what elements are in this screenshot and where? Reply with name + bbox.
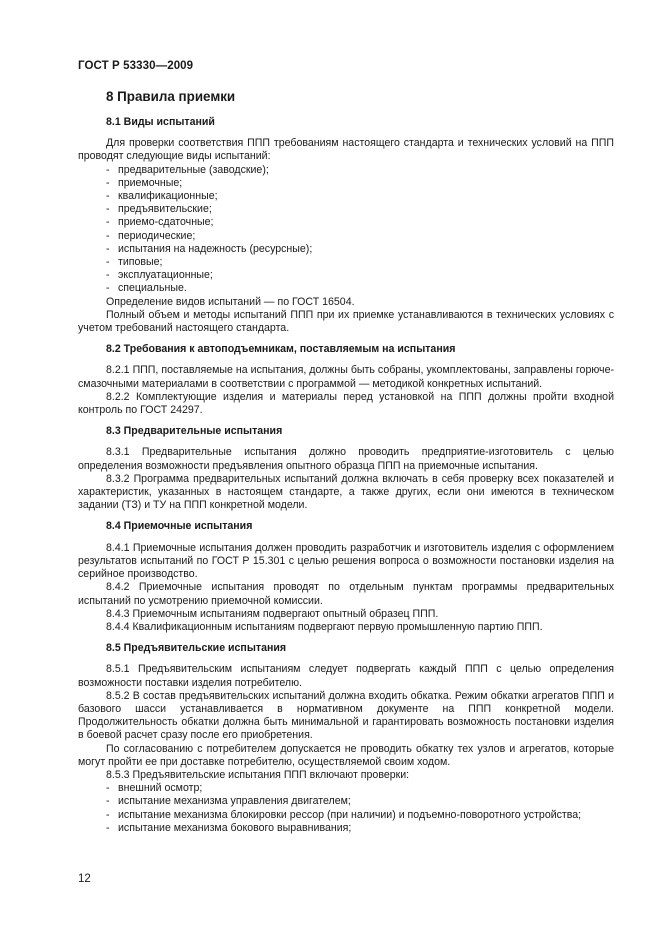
- list-item: - испытание механизма управления двигателем;: [106, 795, 351, 808]
- checks-list: [78, 782, 614, 835]
- paragraph: 8.5.2 В состав предъявительских испытаний должна входить обкатка. Режим обкатки агрегатов ППП и базового шасси устанавливается в нормативном документе на ППП конкретной модели. Продолжительность обкатки должна быть минимальной и гарантировать возможность постановки изделия в боевой расчет сразу после его приобретения.: [78, 689, 614, 742]
- paragraph: 8.4.3 Приемочным испытаниям подвергают опытный образец ППП.: [106, 607, 439, 620]
- paragraph: 8.2.1 ППП, поставляемые на испытания, должны быть собраны, укомплектованы, заправлены горюче-смазочными материалами в соответствии с программой — методикой конкретных испытаний.: [78, 364, 614, 390]
- page-number: 12: [78, 873, 91, 885]
- list-item: - приемочные;: [106, 176, 183, 189]
- list-item: - типовые;: [106, 256, 163, 269]
- list-item: - испытание механизма бокового выравнивания;: [106, 821, 352, 834]
- page-content: [78, 88, 614, 835]
- paragraph: 8.3.2 Программа предварительных испытаний должна включать в себя проверку всех показателей и характеристик, указанных в настоящем стандарте, а также других, если они имеются в техническом задании (ТЗ) и ТУ на ППП конкретной модели.: [78, 472, 614, 512]
- section-title-8-4: 8.4 Приемочные испытания: [106, 520, 253, 533]
- chapter-title: 8 Правила приемки: [106, 89, 236, 104]
- paragraph: 8.2.2 Комплектующие изделия и материалы перед установкой на ППП должны пройти входной контроль по ГОСТ 24297.: [78, 390, 614, 417]
- section-title-8-2: 8.2 Требования к автоподъемникам, поставляемым на испытания: [106, 343, 456, 356]
- paragraph: Определение видов испытаний — по ГОСТ 16504.: [106, 295, 355, 308]
- list-item: - испытание механизма блокировки рессор (при наличии) и подъемно-поворотного устройства;: [106, 808, 582, 821]
- document-header: ГОСТ Р 53330—2009: [78, 60, 194, 72]
- list-item: - испытания на надежность (ресурсные);: [106, 242, 313, 255]
- section-title-8-3: 8.3 Предварительные испытания: [106, 425, 283, 438]
- list-item: - эксплуатационные;: [106, 269, 213, 282]
- paragraph: По согласованию с потребителем допускается не проводить обкатку тех узлов и агрегатов, которые могут пройти ее при доставке потребителю, осуществляемой своим ходом.: [78, 742, 614, 768]
- section-title-8-1: 8.1 Виды испытаний: [106, 116, 215, 128]
- list-item: - квалификационные;: [106, 190, 218, 203]
- list-item: - внешний осмотр;: [106, 782, 203, 795]
- list-item: - предъявительские;: [106, 203, 212, 216]
- list-item: - приемо-сдаточные;: [106, 216, 214, 229]
- paragraph: 8.5.1 Предъявительским испытаниям следует подвергать каждый ППП с целью определения возможности поставки изделия потребителю.: [78, 663, 614, 689]
- paragraph: Полный объем и методы испытаний ППП при их приемке устанавливаются в технических условиях с учетом требований настоящего стандарта.: [78, 308, 614, 335]
- paragraph: 8.4.2 Приемочные испытания проводят по отдельным пунктам программы предварительных испытаний по усмотрению приемочной комиссии.: [78, 581, 614, 607]
- paragraph: 8.4.1 Приемочные испытания должен проводить разработчик и изготовитель изделия с оформлением результатов испытаний по ГОСТ Р 15.301 с целью решения вопроса о возможности постановки изделия на серийное производство.: [78, 541, 614, 581]
- list-item: - специальные.: [106, 282, 187, 295]
- paragraph: Для проверки соответствия ППП требованиям настоящего стандарта и технических условий на ППП проводят следующие виды испытаний:: [78, 137, 614, 163]
- list-item: - предварительные (заводские);: [106, 163, 269, 176]
- paragraph: 8.4.4 Квалификационным испытаниям подвергают первую промышленную партию ППП.: [106, 620, 543, 633]
- list-item: - периодические;: [106, 229, 196, 242]
- section-title-8-5: 8.5 Предъявительские испытания: [106, 642, 287, 655]
- test-types-list: [78, 164, 614, 296]
- paragraph: 8.5.3 Предъявительские испытания ППП включают проверки:: [106, 768, 410, 781]
- paragraph: 8.3.1 Предварительные испытания должно проводить предприятие-изготовитель с целью определения возможности предъявления опытного образца ППП на приемочные испытания.: [78, 446, 614, 472]
